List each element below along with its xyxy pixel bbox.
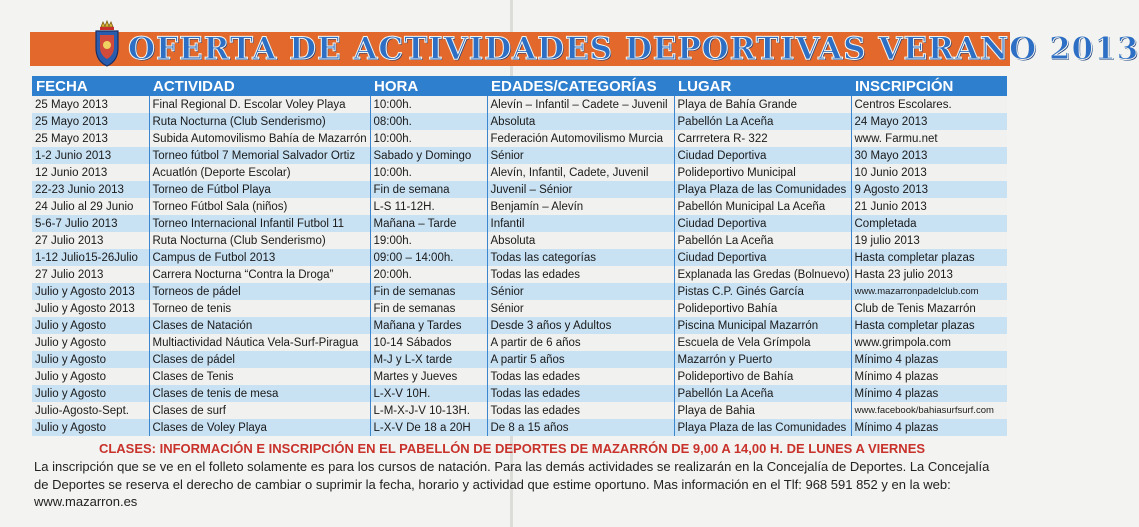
cell-lugar: Escuela de Vela Grímpola [674, 334, 851, 351]
cell-edades: Todas las edades [487, 385, 674, 402]
cell-edades: Sénior [487, 283, 674, 300]
cell-lugar: Ciudad Deportiva [674, 249, 851, 266]
cell-inscripcion: Mínimo 4 plazas [851, 419, 1007, 436]
cell-inscripcion: Mínimo 4 plazas [851, 385, 1007, 402]
cell-fecha: 22-23 Junio 2013 [32, 181, 149, 198]
cell-lugar: Pabellón Municipal La Aceña [674, 198, 851, 215]
cell-edades: Juvenil – Sénior [487, 181, 674, 198]
clases-info-note: CLASES: INFORMACIÓN E INSCRIPCIÓN EN EL PABELLÓN DE DEPORTES DE MAZARRÓN DE 9,00 A 14,00 H. DE LUNES A VIERNES [98, 441, 926, 456]
cell-fecha: 1-12 Julio15-26Julio [32, 249, 149, 266]
cell-lugar: Explanada las Gredas (Bolnuevo) [674, 266, 851, 283]
cell-actividad: Acuatlón (Deporte Escolar) [149, 164, 370, 181]
coat-of-arms-icon [92, 18, 122, 68]
cell-edades: Federación Automovilismo Murcia [487, 130, 674, 147]
table-row [32, 249, 1007, 266]
cell-edades: Absoluta [487, 113, 674, 130]
table-row [32, 96, 1007, 113]
cell-edades: Absoluta [487, 232, 674, 249]
cell-inscripcion: Centros Escolares. [851, 96, 1007, 113]
cell-actividad: Carrera Nocturna “Contra la Droga” [149, 266, 370, 283]
cell-edades: Todas las edades [487, 266, 674, 283]
column-header-hora: HORA [370, 76, 487, 96]
cell-inscripcion: 24 Mayo 2013 [851, 113, 1007, 130]
cell-hora: 10:00h. [370, 96, 487, 113]
cell-fecha: 1-2 Junio 2013 [32, 147, 149, 164]
table-row [32, 334, 1007, 351]
cell-actividad: Clases de Tenis [149, 368, 370, 385]
cell-edades: Alevín – Infantil – Cadete – Juvenil [487, 96, 674, 113]
cell-lugar: Ciudad Deportiva [674, 147, 851, 164]
cell-actividad: Clases de tenis de mesa [149, 385, 370, 402]
cell-lugar: Polideportivo de Bahía [674, 368, 851, 385]
column-header-actividad: ACTIVIDAD [149, 76, 370, 96]
cell-hora: 19:00h. [370, 232, 487, 249]
cell-inscripcion: 19 julio 2013 [851, 232, 1007, 249]
table-row [32, 368, 1007, 385]
cell-hora: L-S 11-12H. [370, 198, 487, 215]
cell-inscripcion: 21 Junio 2013 [851, 198, 1007, 215]
cell-hora: 08:00h. [370, 113, 487, 130]
cell-lugar: Carrretera R- 322 [674, 130, 851, 147]
cell-actividad: Torneos de pádel [149, 283, 370, 300]
table-row [32, 419, 1007, 436]
cell-edades: Sénior [487, 147, 674, 164]
column-header-fecha: FECHA [32, 76, 149, 96]
cell-fecha: 12 Junio 2013 [32, 164, 149, 181]
cell-lugar: Playa Plaza de las Comunidades [674, 181, 851, 198]
column-header-lugar: LUGAR [674, 76, 851, 96]
cell-lugar: Polideportivo Bahía [674, 300, 851, 317]
cell-edades: Todas las edades [487, 402, 674, 419]
cell-actividad: Torneo Internacional Infantil Futbol 11 [149, 215, 370, 232]
cell-hora: L-M-X-J-V 10-13H. [370, 402, 487, 419]
cell-hora: Mañana – Tarde [370, 215, 487, 232]
cell-actividad: Torneo Fútbol Sala (niños) [149, 198, 370, 215]
cell-hora: 20:00h. [370, 266, 487, 283]
cell-inscripcion: 10 Junio 2013 [851, 164, 1007, 181]
cell-fecha: Julio y Agosto [32, 317, 149, 334]
cell-edades: De 8 a 15 años [487, 419, 674, 436]
cell-hora: Mañana y Tardes [370, 317, 487, 334]
table-row [32, 130, 1007, 147]
cell-fecha: Julio y Agosto [32, 419, 149, 436]
cell-actividad: Clases de surf [149, 402, 370, 419]
cell-fecha: Julio y Agosto [32, 368, 149, 385]
cell-fecha: 27 Julio 2013 [32, 266, 149, 283]
cell-lugar: Pistas C.P. Ginés García [674, 283, 851, 300]
cell-hora: 09:00 – 14:00h. [370, 249, 487, 266]
cell-fecha: 24 Julio al 29 Junio [32, 198, 149, 215]
cell-fecha: Julio y Agosto [32, 385, 149, 402]
cell-lugar: Pabellón La Aceña [674, 113, 851, 130]
cell-fecha: Julio y Agosto 2013 [32, 300, 149, 317]
cell-lugar: Piscina Municipal Mazarrón [674, 317, 851, 334]
cell-edades: Todas las categorías [487, 249, 674, 266]
cell-edades: A partir 5 años [487, 351, 674, 368]
table-row [32, 164, 1007, 181]
activities-table [32, 76, 1007, 436]
cell-hora: M-J y L-X tarde [370, 351, 487, 368]
cell-actividad: Clases de Voley Playa [149, 419, 370, 436]
cell-inscripcion: www.facebook/bahiasurfsurf.com [851, 402, 1007, 419]
cell-lugar: Mazarrón y Puerto [674, 351, 851, 368]
cell-lugar: Pabellón La Aceña [674, 232, 851, 249]
cell-actividad: Torneo de Fútbol Playa [149, 181, 370, 198]
table-row [32, 198, 1007, 215]
cell-inscripcion: Mínimo 4 plazas [851, 368, 1007, 385]
cell-fecha: Julio y Agosto 2013 [32, 283, 149, 300]
table-row [32, 385, 1007, 402]
table-header-row [32, 76, 1007, 96]
cell-actividad: Ruta Nocturna (Club Senderismo) [149, 232, 370, 249]
table-row [32, 266, 1007, 283]
cell-lugar: Ciudad Deportiva [674, 215, 851, 232]
cell-hora: 10-14 Sábados [370, 334, 487, 351]
cell-hora: L-X-V De 18 a 20H [370, 419, 487, 436]
cell-hora: Sabado y Domingo [370, 147, 487, 164]
cell-hora: 10:00h. [370, 164, 487, 181]
cell-inscripcion: Hasta 23 julio 2013 [851, 266, 1007, 283]
table-row [32, 232, 1007, 249]
cell-edades: Desde 3 años y Adultos [487, 317, 674, 334]
table-row [32, 317, 1007, 334]
cell-fecha: 27 Julio 2013 [32, 232, 149, 249]
column-header-inscripcion: INSCRIPCIÓN [851, 76, 1007, 96]
table-row [32, 147, 1007, 164]
table-row [32, 215, 1007, 232]
cell-inscripcion: Hasta completar plazas [851, 249, 1007, 266]
cell-actividad: Clases de Natación [149, 317, 370, 334]
cell-hora: Fin de semanas [370, 300, 487, 317]
table-row [32, 181, 1007, 198]
cell-actividad: Final Regional D. Escolar Voley Playa [149, 96, 370, 113]
cell-hora: Martes y Jueves [370, 368, 487, 385]
cell-actividad: Clases de pádel [149, 351, 370, 368]
cell-edades: Benjamín – Alevín [487, 198, 674, 215]
cell-actividad: Subida Automovilismo Bahía de Mazarrón [149, 130, 370, 147]
cell-edades: Infantil [487, 215, 674, 232]
cell-inscripcion: Hasta completar plazas [851, 317, 1007, 334]
cell-lugar: Polideportivo Municipal [674, 164, 851, 181]
cell-inscripcion: Completada [851, 215, 1007, 232]
cell-fecha: Julio y Agosto [32, 334, 149, 351]
cell-hora: Fin de semana [370, 181, 487, 198]
table-row [32, 113, 1007, 130]
cell-fecha: Julio-Agosto-Sept. [32, 402, 149, 419]
cell-fecha: Julio y Agosto [32, 351, 149, 368]
cell-lugar: Playa Plaza de las Comunidades [674, 419, 851, 436]
table-row [32, 300, 1007, 317]
table-row [32, 283, 1007, 300]
footer-text: La inscripción que se ve en el folleto solamente es para los cursos de natación. Para las demás actividades se realizarán en la Concejalía de Deportes. La Concejalía de Deportes se reserva el derecho de cambiar o suprimir la fecha, horario y actividad que estime oportuno. Mas información en el Tlf: 968 591 852 y en la web: www.mazarron.es [34, 459, 990, 509]
cell-inscripcion: 30 Mayo 2013 [851, 147, 1007, 164]
cell-inscripcion: Club de Tenis Mazarrón [851, 300, 1007, 317]
cell-fecha: 5-6-7 Julio 2013 [32, 215, 149, 232]
cell-inscripcion: www. Farmu.net [851, 130, 1007, 147]
cell-fecha: 25 Mayo 2013 [32, 113, 149, 130]
cell-hora: Fin de semanas [370, 283, 487, 300]
cell-edades: Sénior [487, 300, 674, 317]
cell-inscripcion: www.grimpola.com [851, 334, 1007, 351]
column-header-edades: EDADES/CATEGORÍAS [487, 76, 674, 96]
cell-inscripcion: 9 Agosto 2013 [851, 181, 1007, 198]
cell-edades: Todas las edades [487, 368, 674, 385]
cell-edades: A partir de 6 años [487, 334, 674, 351]
table-row [32, 351, 1007, 368]
cell-inscripcion: Mínimo 4 plazas [851, 351, 1007, 368]
cell-fecha: 25 Mayo 2013 [32, 130, 149, 147]
cell-lugar: Playa de Bahía Grande [674, 96, 851, 113]
cell-actividad: Torneo de tenis [149, 300, 370, 317]
cell-hora: L-X-V 10H. [370, 385, 487, 402]
cell-actividad: Campus de Futbol 2013 [149, 249, 370, 266]
cell-inscripcion: www.mazarronpadelclub.com [851, 283, 1007, 300]
cell-hora: 10:00h. [370, 130, 487, 147]
cell-edades: Alevín, Infantil, Cadete, Juvenil [487, 164, 674, 181]
cell-lugar: Pabellón La Aceña [674, 385, 851, 402]
cell-lugar: Playa de Bahia [674, 402, 851, 419]
cell-actividad: Multiactividad Náutica Vela-Surf-Piragua [149, 334, 370, 351]
cell-actividad: Torneo fútbol 7 Memorial Salvador Ortiz [149, 147, 370, 164]
table-row [32, 402, 1007, 419]
page-title: OFERTA DE ACTIVIDADES DEPORTIVAS VERANO 2013 [128, 31, 1139, 67]
cell-actividad: Ruta Nocturna (Club Senderismo) [149, 113, 370, 130]
cell-fecha: 25 Mayo 2013 [32, 96, 149, 113]
